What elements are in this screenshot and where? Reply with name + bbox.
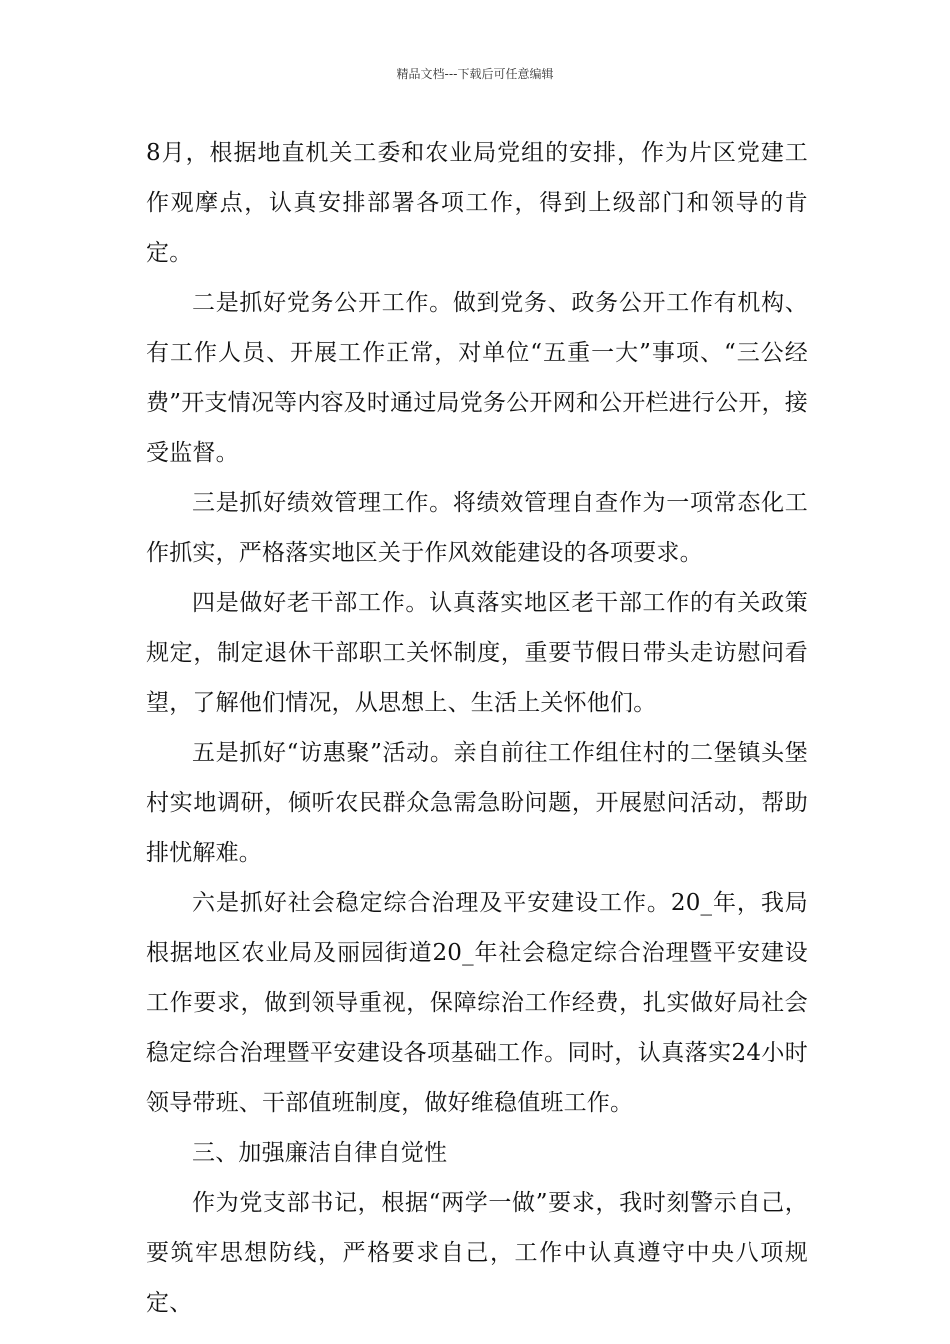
paragraph: 8月，根据地直机关工委和农业局党组的安排，作为片区党建工作观摩点，认真安排部署各项工作，得到上级部门和领导的肯定。 — [146, 140, 808, 266]
paragraph: 四是做好老干部工作。认真落实地区老干部工作的有关政策规定，制定退休干部职工关怀制度，重要节假日带头走访慰问看望，了解他们情况，从思想上、生活上关怀他们。 — [146, 590, 808, 716]
paragraph: 作为党支部书记，根据“两学一做”要求，我时刻警示自己，要筑牢思想防线，严格要求自己，工作中认真遵守中央八项规定、 — [146, 1190, 808, 1316]
document-body — [146, 128, 808, 1328]
paragraph: 三是抓好绩效管理工作。将绩效管理自查作为一项常态化工作抓实，严格落实地区关于作风效能建设的各项要求。 — [146, 490, 808, 566]
paragraph: 五是抓好“访惠聚”活动。亲自前往工作组住村的二堡镇头堡村实地调研，倾听农民群众急需急盼问题，开展慰问活动，帮助排忧解难。 — [146, 740, 808, 866]
paragraph: 二是抓好党务公开工作。做到党务、政务公开工作有机构、有工作人员、开展工作正常，对单位“五重一大”事项、“三公经费”开支情况等内容及时通过局党务公开网和公开栏进行公开，接受监督。 — [146, 290, 808, 466]
page-header: 精品文档---下载后可任意编辑 — [396, 67, 554, 81]
section-heading: 三、加强廉洁自律自觉性 — [192, 1140, 448, 1166]
paragraph: 六是抓好社会稳定综合治理及平安建设工作。20_年，我局根据地区农业局及丽园街道20_年社会稳定综合治理暨平安建设工作要求，做到领导重视，保障综治工作经费，扎实做好局社会稳定综合治理暨平安建设各项基础工作。同时，认真落实24小时领导带班、干部值班制度，做好维稳值班工作。 — [146, 890, 808, 1116]
